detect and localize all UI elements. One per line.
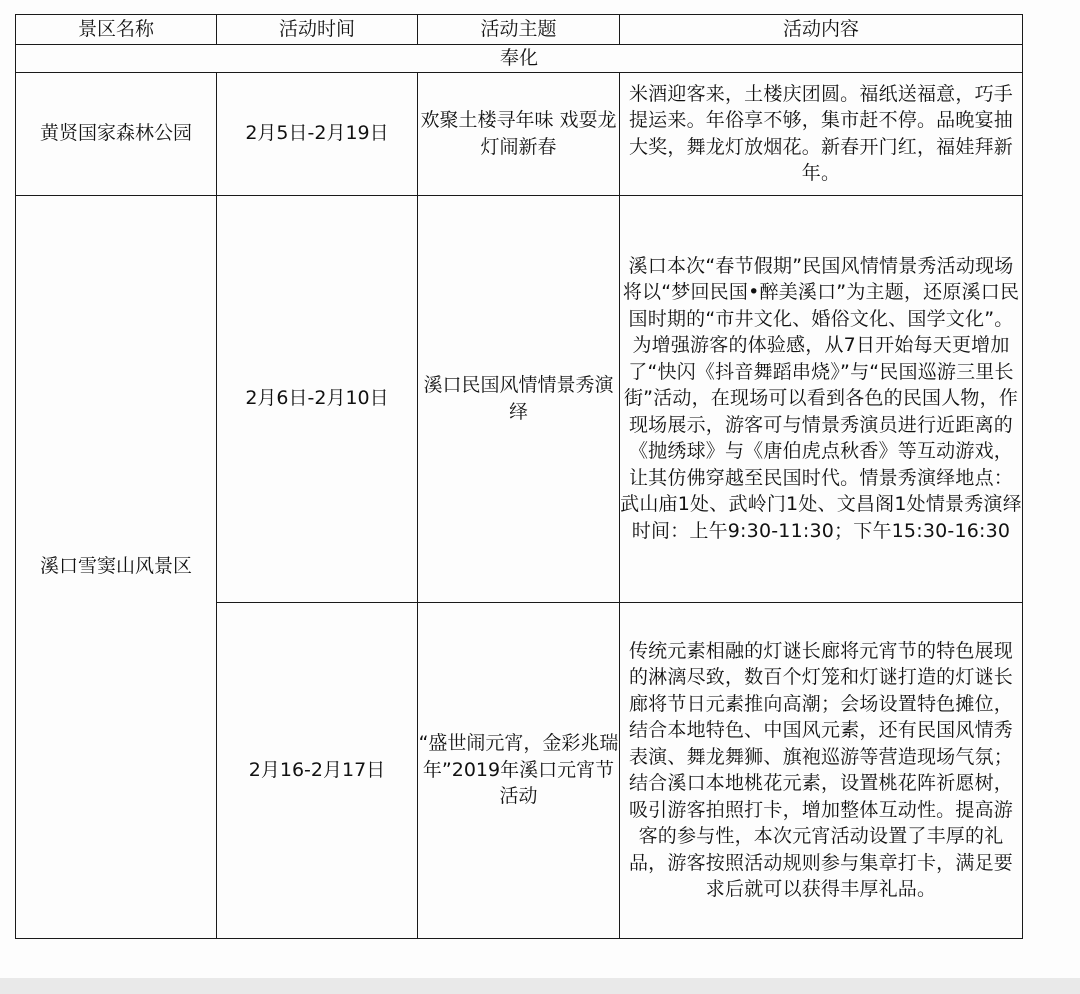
content-cell: 米酒迎客来，土楼庆团圆。福纸送福意，巧手提运来。年俗享不够，集市赶不停。品晚宴抽大奖，舞龙灯放烟花。新春开门红，福娃拜新年。 — [620, 72, 1023, 195]
theme-cell: “盛世闹元宵，金彩兆瑞年”2019年溪口元宵节活动 — [418, 602, 620, 938]
bottom-margin-strip — [0, 978, 1080, 994]
content-cell: 传统元素相融的灯谜长廊将元宵节的特色展现的淋漓尽致，数百个灯笼和灯谜打造的灯谜长廊将节日元素推向高潮；会场设置特色摊位，结合本地特色、中国风元素，还有民国风情秀表演、舞龙舞狮、旗袍巡游等营造现场气氛；结合溪口本地桃花元素，设置桃花阵祈愿树，吸引游客拍照打卡，增加整体互动性。提高游客的参与性，本次元宵活动设置了丰厚的礼品，游客按照活动规则参与集章打卡，满足要求后就可以获得丰厚礼品。 — [620, 602, 1023, 938]
theme-cell: 溪口民国风情情景秀演绎 — [418, 195, 620, 602]
table-row — [16, 72, 1023, 195]
scenic-area-cell: 溪口雪窦山风景区 — [16, 195, 217, 938]
header-row — [16, 15, 1023, 45]
header-time: 活动时间 — [217, 15, 418, 45]
header-scenic-area: 景区名称 — [16, 15, 217, 45]
events-table — [15, 14, 1023, 939]
scenic-area-cell: 黄贤国家森林公园 — [16, 72, 217, 195]
header-theme: 活动主题 — [418, 15, 620, 45]
region-row — [16, 45, 1023, 73]
region-label: 奉化 — [16, 45, 1023, 73]
content-cell: 溪口本次“春节假期”民国风情情景秀活动现场将以“梦回民国•醉美溪口”为主题，还原溪口民国时期的“市井文化、婚俗文化、国学文化”。为增强游客的体验感，从7日开始每天更增加了“快闪《抖音舞蹈串烧》”与“民国巡游三里长街”活动，在现场可以看到各色的民国人物，作现场展示，游客可与情景秀演员进行近距离的《抛绣球》与《唐伯虎点秋香》等互动游戏，让其仿佛穿越至民国时代。情景秀演绎地点：武山庙1处、武岭门1处、文昌阁1处情景秀演绎时间：上午9:30-11:30；下午15:30-16:30 — [620, 195, 1023, 602]
time-cell: 2月5日-2月19日 — [217, 72, 418, 195]
theme-cell: 欢聚土楼寻年味 戏耍龙灯闹新春 — [418, 72, 620, 195]
header-content: 活动内容 — [620, 15, 1023, 45]
time-cell: 2月6日-2月10日 — [217, 195, 418, 602]
time-cell: 2月16-2月17日 — [217, 602, 418, 938]
table-row — [16, 195, 1023, 602]
